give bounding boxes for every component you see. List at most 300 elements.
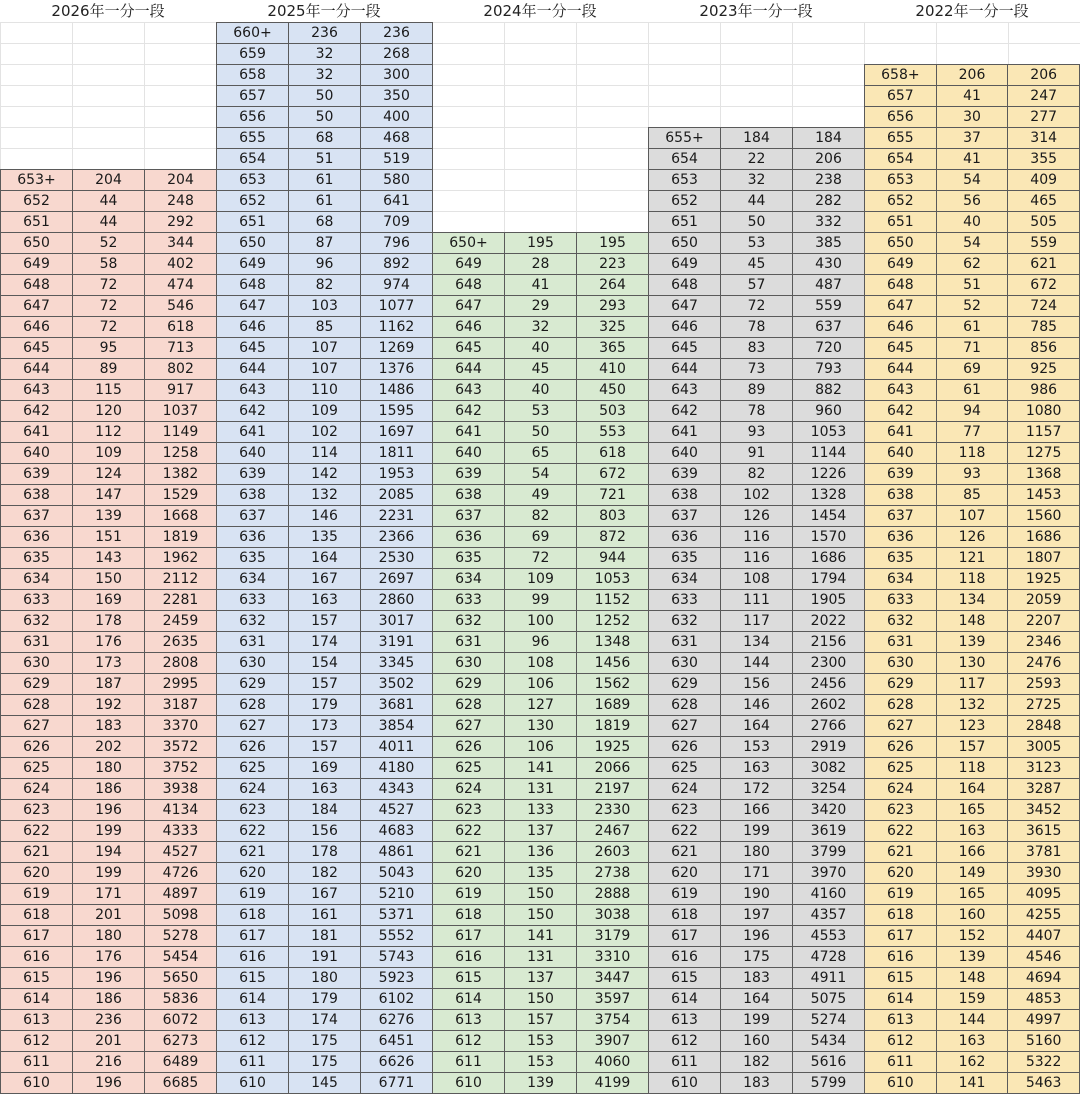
- count-cell[interactable]: 126: [936, 527, 1008, 548]
- count-cell[interactable]: 44: [721, 191, 793, 212]
- score-cell[interactable]: 638: [865, 485, 937, 506]
- cumulative-cell[interactable]: 1953: [361, 464, 433, 485]
- score-cell[interactable]: 617: [649, 926, 721, 947]
- count-cell[interactable]: 77: [936, 422, 1008, 443]
- score-cell[interactable]: 623: [649, 800, 721, 821]
- cumulative-cell[interactable]: 4853: [1008, 989, 1080, 1010]
- score-cell[interactable]: 612: [217, 1031, 289, 1052]
- count-cell[interactable]: 28: [505, 254, 577, 275]
- cumulative-cell[interactable]: 4683: [361, 821, 433, 842]
- count-cell[interactable]: 87: [289, 233, 361, 254]
- cumulative-cell[interactable]: 4911: [793, 968, 865, 989]
- count-cell[interactable]: 41: [505, 275, 577, 296]
- cumulative-cell[interactable]: 872: [577, 527, 649, 548]
- count-cell[interactable]: 192: [73, 695, 145, 716]
- count-cell[interactable]: 114: [289, 443, 361, 464]
- cumulative-cell[interactable]: 236: [361, 23, 433, 44]
- score-cell[interactable]: 615: [649, 968, 721, 989]
- cumulative-cell[interactable]: 5799: [793, 1073, 865, 1094]
- cumulative-cell[interactable]: 4095: [1008, 884, 1080, 905]
- cumulative-cell[interactable]: 1819: [145, 527, 217, 548]
- count-cell[interactable]: 53: [505, 401, 577, 422]
- count-cell[interactable]: 150: [505, 884, 577, 905]
- count-cell[interactable]: 115: [73, 380, 145, 401]
- score-cell[interactable]: 629: [433, 674, 505, 695]
- cumulative-cell[interactable]: 4546: [1008, 947, 1080, 968]
- cumulative-cell[interactable]: 4997: [1008, 1010, 1080, 1031]
- cumulative-cell[interactable]: 450: [577, 380, 649, 401]
- score-cell[interactable]: 613: [217, 1010, 289, 1031]
- count-cell[interactable]: 37: [936, 128, 1008, 149]
- score-cell[interactable]: 658: [217, 65, 289, 86]
- score-cell[interactable]: 626: [433, 737, 505, 758]
- cumulative-cell[interactable]: 5274: [793, 1010, 865, 1031]
- cumulative-cell[interactable]: 1697: [361, 422, 433, 443]
- score-cell[interactable]: 643: [865, 380, 937, 401]
- cumulative-cell[interactable]: 2697: [361, 569, 433, 590]
- score-cell[interactable]: 641: [217, 422, 289, 443]
- count-cell[interactable]: 106: [505, 674, 577, 695]
- cumulative-cell[interactable]: 1080: [1008, 401, 1080, 422]
- count-cell[interactable]: 133: [505, 800, 577, 821]
- cumulative-cell[interactable]: 503: [577, 401, 649, 422]
- cumulative-cell[interactable]: 1077: [361, 296, 433, 317]
- cumulative-cell[interactable]: 882: [793, 380, 865, 401]
- score-cell[interactable]: 618: [217, 905, 289, 926]
- score-cell[interactable]: 650: [865, 233, 937, 254]
- count-cell[interactable]: 169: [73, 590, 145, 611]
- score-cell[interactable]: 610: [217, 1073, 289, 1094]
- cumulative-cell[interactable]: 248: [145, 191, 217, 212]
- cumulative-cell[interactable]: 2281: [145, 590, 217, 611]
- count-cell[interactable]: 94: [936, 401, 1008, 422]
- score-cell[interactable]: 646: [433, 317, 505, 338]
- cumulative-cell[interactable]: 802: [145, 359, 217, 380]
- score-cell[interactable]: 644: [433, 359, 505, 380]
- score-cell[interactable]: 623: [1, 800, 73, 821]
- cumulative-cell[interactable]: 6276: [361, 1010, 433, 1031]
- count-cell[interactable]: 132: [289, 485, 361, 506]
- score-cell[interactable]: 652: [865, 191, 937, 212]
- count-cell[interactable]: 176: [73, 947, 145, 968]
- score-cell[interactable]: 635: [433, 548, 505, 569]
- cumulative-cell[interactable]: 1453: [1008, 485, 1080, 506]
- cumulative-cell[interactable]: 474: [145, 275, 217, 296]
- count-cell[interactable]: 78: [721, 401, 793, 422]
- cumulative-cell[interactable]: 2766: [793, 716, 865, 737]
- cumulative-cell[interactable]: 365: [577, 338, 649, 359]
- score-cell[interactable]: 645: [649, 338, 721, 359]
- score-cell[interactable]: 627: [433, 716, 505, 737]
- score-cell[interactable]: 611: [865, 1052, 937, 1073]
- count-cell[interactable]: 180: [73, 926, 145, 947]
- cumulative-cell[interactable]: 1925: [1008, 569, 1080, 590]
- count-cell[interactable]: 148: [936, 611, 1008, 632]
- score-cell[interactable]: 617: [433, 926, 505, 947]
- cumulative-cell[interactable]: 3179: [577, 926, 649, 947]
- score-cell[interactable]: 619: [865, 884, 937, 905]
- score-cell[interactable]: 623: [865, 800, 937, 821]
- score-cell[interactable]: 632: [1, 611, 73, 632]
- score-cell[interactable]: 649: [217, 254, 289, 275]
- score-cell[interactable]: 632: [649, 611, 721, 632]
- count-cell[interactable]: 206: [936, 65, 1008, 86]
- count-cell[interactable]: 112: [73, 422, 145, 443]
- score-cell[interactable]: 633: [217, 590, 289, 611]
- score-cell[interactable]: 649: [649, 254, 721, 275]
- cumulative-cell[interactable]: 5434: [793, 1031, 865, 1052]
- cumulative-cell[interactable]: 282: [793, 191, 865, 212]
- score-cell[interactable]: 651: [1, 212, 73, 233]
- cumulative-cell[interactable]: 1226: [793, 464, 865, 485]
- score-cell[interactable]: 646: [1, 317, 73, 338]
- score-cell[interactable]: 641: [865, 422, 937, 443]
- score-cell[interactable]: 639: [433, 464, 505, 485]
- cumulative-cell[interactable]: 5552: [361, 926, 433, 947]
- cumulative-cell[interactable]: 2602: [793, 695, 865, 716]
- cumulative-cell[interactable]: 621: [1008, 254, 1080, 275]
- cumulative-cell[interactable]: 793: [793, 359, 865, 380]
- count-cell[interactable]: 141: [936, 1073, 1008, 1094]
- cumulative-cell[interactable]: 2530: [361, 548, 433, 569]
- cumulative-cell[interactable]: 1037: [145, 401, 217, 422]
- cumulative-cell[interactable]: 4726: [145, 863, 217, 884]
- count-cell[interactable]: 41: [936, 86, 1008, 107]
- cumulative-cell[interactable]: 268: [361, 44, 433, 65]
- score-cell[interactable]: 643: [217, 380, 289, 401]
- count-cell[interactable]: 116: [721, 548, 793, 569]
- cumulative-cell[interactable]: 3017: [361, 611, 433, 632]
- score-cell[interactable]: 646: [865, 317, 937, 338]
- score-cell[interactable]: 619: [1, 884, 73, 905]
- count-cell[interactable]: 109: [505, 569, 577, 590]
- score-cell[interactable]: 631: [1, 632, 73, 653]
- count-cell[interactable]: 172: [721, 779, 793, 800]
- cumulative-cell[interactable]: 2888: [577, 884, 649, 905]
- score-cell[interactable]: 616: [217, 947, 289, 968]
- count-cell[interactable]: 30: [936, 107, 1008, 128]
- count-cell[interactable]: 134: [936, 590, 1008, 611]
- score-cell[interactable]: 623: [217, 800, 289, 821]
- cumulative-cell[interactable]: 2456: [793, 674, 865, 695]
- cumulative-cell[interactable]: 1328: [793, 485, 865, 506]
- score-cell[interactable]: 630: [865, 653, 937, 674]
- cumulative-cell[interactable]: 1562: [577, 674, 649, 695]
- score-cell[interactable]: 641: [649, 422, 721, 443]
- count-cell[interactable]: 127: [505, 695, 577, 716]
- cumulative-cell[interactable]: 3452: [1008, 800, 1080, 821]
- count-cell[interactable]: 154: [289, 653, 361, 674]
- score-cell[interactable]: 642: [217, 401, 289, 422]
- count-cell[interactable]: 201: [73, 1031, 145, 1052]
- count-cell[interactable]: 65: [505, 443, 577, 464]
- count-cell[interactable]: 137: [505, 821, 577, 842]
- count-cell[interactable]: 164: [721, 716, 793, 737]
- score-cell[interactable]: 611: [217, 1052, 289, 1073]
- count-cell[interactable]: 175: [721, 947, 793, 968]
- cumulative-cell[interactable]: 3287: [1008, 779, 1080, 800]
- cumulative-cell[interactable]: 2059: [1008, 590, 1080, 611]
- count-cell[interactable]: 173: [289, 716, 361, 737]
- cumulative-cell[interactable]: 293: [577, 296, 649, 317]
- count-cell[interactable]: 102: [289, 422, 361, 443]
- score-cell[interactable]: 618: [649, 905, 721, 926]
- count-cell[interactable]: 41: [936, 149, 1008, 170]
- count-cell[interactable]: 190: [721, 884, 793, 905]
- score-cell[interactable]: 622: [649, 821, 721, 842]
- cumulative-cell[interactable]: 3754: [577, 1010, 649, 1031]
- score-cell[interactable]: 615: [865, 968, 937, 989]
- score-cell[interactable]: 624: [1, 779, 73, 800]
- cumulative-cell[interactable]: 2593: [1008, 674, 1080, 695]
- count-cell[interactable]: 169: [289, 758, 361, 779]
- score-cell[interactable]: 617: [1, 926, 73, 947]
- score-cell[interactable]: 641: [1, 422, 73, 443]
- count-cell[interactable]: 176: [73, 632, 145, 653]
- count-cell[interactable]: 52: [73, 233, 145, 254]
- cumulative-cell[interactable]: 1794: [793, 569, 865, 590]
- score-cell[interactable]: 640: [433, 443, 505, 464]
- cumulative-cell[interactable]: 4060: [577, 1052, 649, 1073]
- score-cell[interactable]: 623: [433, 800, 505, 821]
- score-cell[interactable]: 628: [433, 695, 505, 716]
- cumulative-cell[interactable]: 3597: [577, 989, 649, 1010]
- count-cell[interactable]: 136: [505, 842, 577, 863]
- count-cell[interactable]: 126: [721, 506, 793, 527]
- count-cell[interactable]: 164: [289, 548, 361, 569]
- cumulative-cell[interactable]: 487: [793, 275, 865, 296]
- score-cell[interactable]: 620: [1, 863, 73, 884]
- cumulative-cell[interactable]: 4527: [361, 800, 433, 821]
- count-cell[interactable]: 62: [936, 254, 1008, 275]
- count-cell[interactable]: 175: [289, 1052, 361, 1073]
- count-cell[interactable]: 106: [505, 737, 577, 758]
- cumulative-cell[interactable]: 721: [577, 485, 649, 506]
- count-cell[interactable]: 45: [721, 254, 793, 275]
- score-cell[interactable]: 620: [217, 863, 289, 884]
- score-cell[interactable]: 613: [433, 1010, 505, 1031]
- count-cell[interactable]: 152: [936, 926, 1008, 947]
- count-cell[interactable]: 236: [73, 1010, 145, 1031]
- cumulative-cell[interactable]: 402: [145, 254, 217, 275]
- cumulative-cell[interactable]: 2197: [577, 779, 649, 800]
- cumulative-cell[interactable]: 1162: [361, 317, 433, 338]
- count-cell[interactable]: 69: [505, 527, 577, 548]
- count-cell[interactable]: 82: [505, 506, 577, 527]
- score-cell[interactable]: 619: [649, 884, 721, 905]
- cumulative-cell[interactable]: 1486: [361, 380, 433, 401]
- cumulative-cell[interactable]: 1144: [793, 443, 865, 464]
- count-cell[interactable]: 52: [936, 296, 1008, 317]
- score-cell[interactable]: 637: [649, 506, 721, 527]
- score-cell[interactable]: 617: [217, 926, 289, 947]
- count-cell[interactable]: 99: [505, 590, 577, 611]
- count-cell[interactable]: 58: [73, 254, 145, 275]
- score-cell[interactable]: 652: [649, 191, 721, 212]
- count-cell[interactable]: 141: [505, 758, 577, 779]
- count-cell[interactable]: 61: [936, 317, 1008, 338]
- score-cell[interactable]: 626: [649, 737, 721, 758]
- score-cell[interactable]: 619: [217, 884, 289, 905]
- count-cell[interactable]: 44: [73, 191, 145, 212]
- count-cell[interactable]: 174: [289, 632, 361, 653]
- cumulative-cell[interactable]: 1456: [577, 653, 649, 674]
- count-cell[interactable]: 191: [289, 947, 361, 968]
- count-cell[interactable]: 110: [289, 380, 361, 401]
- score-cell[interactable]: 615: [1, 968, 73, 989]
- count-cell[interactable]: 72: [721, 296, 793, 317]
- count-cell[interactable]: 40: [505, 338, 577, 359]
- count-cell[interactable]: 178: [289, 842, 361, 863]
- count-cell[interactable]: 180: [721, 842, 793, 863]
- count-cell[interactable]: 108: [721, 569, 793, 590]
- count-cell[interactable]: 163: [936, 821, 1008, 842]
- cumulative-cell[interactable]: 5278: [145, 926, 217, 947]
- cumulative-cell[interactable]: 2848: [1008, 716, 1080, 737]
- cumulative-cell[interactable]: 1962: [145, 548, 217, 569]
- score-cell[interactable]: 633: [433, 590, 505, 611]
- score-cell[interactable]: 648: [649, 275, 721, 296]
- count-cell[interactable]: 161: [289, 905, 361, 926]
- count-cell[interactable]: 50: [721, 212, 793, 233]
- score-cell[interactable]: 625: [433, 758, 505, 779]
- cumulative-cell[interactable]: 580: [361, 170, 433, 191]
- score-cell[interactable]: 637: [433, 506, 505, 527]
- score-cell[interactable]: 620: [649, 863, 721, 884]
- count-cell[interactable]: 199: [721, 1010, 793, 1031]
- cumulative-cell[interactable]: 4255: [1008, 905, 1080, 926]
- count-cell[interactable]: 137: [505, 968, 577, 989]
- score-cell[interactable]: 625: [865, 758, 937, 779]
- score-cell[interactable]: 611: [433, 1052, 505, 1073]
- score-cell[interactable]: 633: [1, 590, 73, 611]
- count-cell[interactable]: 107: [289, 338, 361, 359]
- count-cell[interactable]: 184: [289, 800, 361, 821]
- count-cell[interactable]: 202: [73, 737, 145, 758]
- count-cell[interactable]: 124: [73, 464, 145, 485]
- count-cell[interactable]: 186: [73, 989, 145, 1010]
- score-cell[interactable]: 635: [1, 548, 73, 569]
- score-cell[interactable]: 644: [865, 359, 937, 380]
- score-cell[interactable]: 616: [649, 947, 721, 968]
- count-cell[interactable]: 146: [289, 506, 361, 527]
- count-cell[interactable]: 72: [505, 548, 577, 569]
- cumulative-cell[interactable]: 2603: [577, 842, 649, 863]
- cumulative-cell[interactable]: 2346: [1008, 632, 1080, 653]
- count-cell[interactable]: 179: [289, 695, 361, 716]
- cumulative-cell[interactable]: 3254: [793, 779, 865, 800]
- count-cell[interactable]: 195: [505, 233, 577, 254]
- score-cell[interactable]: 640: [649, 443, 721, 464]
- score-cell[interactable]: 636: [217, 527, 289, 548]
- cumulative-cell[interactable]: 3781: [1008, 842, 1080, 863]
- score-cell[interactable]: 650: [1, 233, 73, 254]
- score-cell[interactable]: 614: [649, 989, 721, 1010]
- score-cell[interactable]: 648: [865, 275, 937, 296]
- cumulative-cell[interactable]: 559: [1008, 233, 1080, 254]
- score-cell[interactable]: 645: [1, 338, 73, 359]
- cumulative-cell[interactable]: 2207: [1008, 611, 1080, 632]
- count-cell[interactable]: 118: [936, 443, 1008, 464]
- count-cell[interactable]: 61: [289, 170, 361, 191]
- score-cell[interactable]: 648: [1, 275, 73, 296]
- cumulative-cell[interactable]: 2808: [145, 653, 217, 674]
- score-cell[interactable]: 643: [649, 380, 721, 401]
- cumulative-cell[interactable]: 2112: [145, 569, 217, 590]
- count-cell[interactable]: 72: [73, 317, 145, 338]
- count-cell[interactable]: 144: [721, 653, 793, 674]
- count-cell[interactable]: 139: [505, 1073, 577, 1094]
- cumulative-cell[interactable]: 1686: [1008, 527, 1080, 548]
- cumulative-cell[interactable]: 3191: [361, 632, 433, 653]
- cumulative-cell[interactable]: 1053: [577, 569, 649, 590]
- count-cell[interactable]: 179: [289, 989, 361, 1010]
- cumulative-cell[interactable]: 3970: [793, 863, 865, 884]
- score-cell[interactable]: 630: [433, 653, 505, 674]
- cumulative-cell[interactable]: 2231: [361, 506, 433, 527]
- count-cell[interactable]: 165: [936, 800, 1008, 821]
- score-cell[interactable]: 639: [1, 464, 73, 485]
- cumulative-cell[interactable]: 559: [793, 296, 865, 317]
- count-cell[interactable]: 117: [936, 674, 1008, 695]
- count-cell[interactable]: 82: [289, 275, 361, 296]
- cumulative-cell[interactable]: 5650: [145, 968, 217, 989]
- score-cell[interactable]: 658+: [865, 65, 937, 86]
- count-cell[interactable]: 109: [73, 443, 145, 464]
- cumulative-cell[interactable]: 3681: [361, 695, 433, 716]
- cumulative-cell[interactable]: 4357: [793, 905, 865, 926]
- score-cell[interactable]: 631: [433, 632, 505, 653]
- cumulative-cell[interactable]: 1807: [1008, 548, 1080, 569]
- cumulative-cell[interactable]: 468: [361, 128, 433, 149]
- score-cell[interactable]: 621: [649, 842, 721, 863]
- count-cell[interactable]: 72: [73, 275, 145, 296]
- score-cell[interactable]: 634: [217, 569, 289, 590]
- count-cell[interactable]: 103: [289, 296, 361, 317]
- score-cell[interactable]: 653: [649, 170, 721, 191]
- count-cell[interactable]: 187: [73, 674, 145, 695]
- score-cell[interactable]: 654: [217, 149, 289, 170]
- score-cell[interactable]: 638: [1, 485, 73, 506]
- cumulative-cell[interactable]: 3938: [145, 779, 217, 800]
- cumulative-cell[interactable]: 720: [793, 338, 865, 359]
- cumulative-cell[interactable]: 5463: [1008, 1073, 1080, 1094]
- count-cell[interactable]: 159: [936, 989, 1008, 1010]
- score-cell[interactable]: 630: [217, 653, 289, 674]
- cumulative-cell[interactable]: 1382: [145, 464, 217, 485]
- count-cell[interactable]: 162: [936, 1052, 1008, 1073]
- count-cell[interactable]: 156: [289, 821, 361, 842]
- cumulative-cell[interactable]: 5160: [1008, 1031, 1080, 1052]
- count-cell[interactable]: 135: [505, 863, 577, 884]
- count-cell[interactable]: 102: [721, 485, 793, 506]
- count-cell[interactable]: 147: [73, 485, 145, 506]
- cumulative-cell[interactable]: 4180: [361, 758, 433, 779]
- score-cell[interactable]: 637: [217, 506, 289, 527]
- score-cell[interactable]: 651: [217, 212, 289, 233]
- score-cell[interactable]: 621: [433, 842, 505, 863]
- score-cell[interactable]: 642: [1, 401, 73, 422]
- count-cell[interactable]: 139: [73, 506, 145, 527]
- count-cell[interactable]: 150: [505, 905, 577, 926]
- score-cell[interactable]: 620: [865, 863, 937, 884]
- cumulative-cell[interactable]: 204: [145, 170, 217, 191]
- count-cell[interactable]: 196: [73, 800, 145, 821]
- cumulative-cell[interactable]: 3752: [145, 758, 217, 779]
- count-cell[interactable]: 131: [505, 779, 577, 800]
- cumulative-cell[interactable]: 277: [1008, 107, 1080, 128]
- count-cell[interactable]: 196: [73, 968, 145, 989]
